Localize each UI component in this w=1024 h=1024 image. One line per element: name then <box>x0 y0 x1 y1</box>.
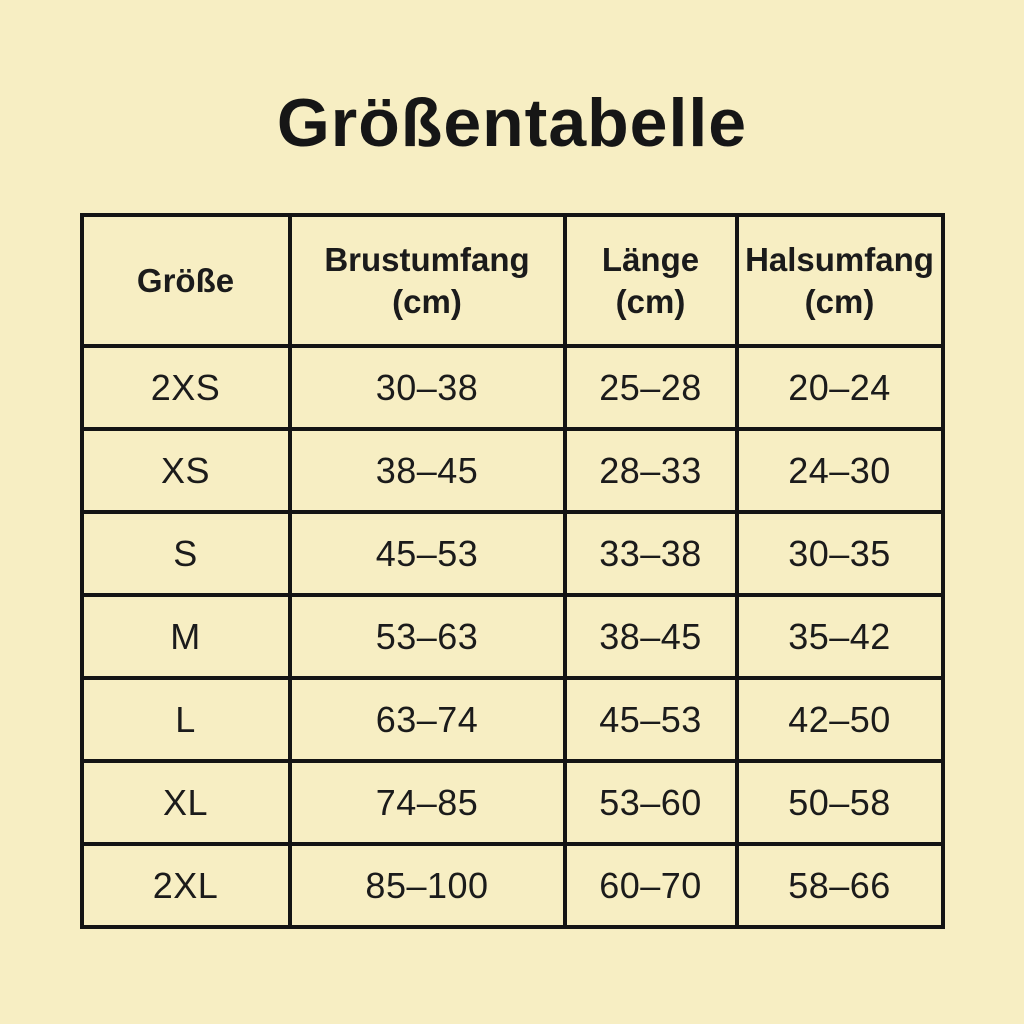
header-length-unit: (cm) <box>615 282 686 320</box>
cell-length: 28–33 <box>565 429 737 512</box>
header-length-label: Länge <box>601 240 700 278</box>
cell-length: 45–53 <box>565 678 737 761</box>
cell-neck: 24–30 <box>737 429 943 512</box>
cell-length: 38–45 <box>565 595 737 678</box>
cell-chest: 85–100 <box>290 844 565 927</box>
cell-length: 25–28 <box>565 346 737 429</box>
cell-neck: 58–66 <box>737 844 943 927</box>
cell-length: 33–38 <box>565 512 737 595</box>
header-neck-unit: (cm) <box>804 282 875 320</box>
header-neck <box>737 215 943 346</box>
header-chest-label: Brustumfang <box>324 240 530 278</box>
cell-size: M <box>82 595 290 678</box>
cell-size: S <box>82 512 290 595</box>
cell-chest: 38–45 <box>290 429 565 512</box>
table-row <box>82 595 943 678</box>
cell-chest: 63–74 <box>290 678 565 761</box>
cell-size: 2XS <box>82 346 290 429</box>
cell-length: 53–60 <box>565 761 737 844</box>
header-size <box>82 215 290 346</box>
header-size-label: Größe <box>136 261 235 299</box>
cell-neck: 20–24 <box>737 346 943 429</box>
cell-chest: 30–38 <box>290 346 565 429</box>
cell-size: XL <box>82 761 290 844</box>
cell-size: 2XL <box>82 844 290 927</box>
header-length <box>565 215 737 346</box>
table-row <box>82 429 943 512</box>
table-row <box>82 346 943 429</box>
cell-size: XS <box>82 429 290 512</box>
cell-neck: 42–50 <box>737 678 943 761</box>
cell-chest: 45–53 <box>290 512 565 595</box>
page-title: Größentabelle <box>276 85 748 161</box>
table-header-row <box>82 215 943 346</box>
header-chest-unit: (cm) <box>392 282 462 320</box>
table-row <box>82 512 943 595</box>
header-neck-label: Halsumfang <box>745 240 934 278</box>
cell-chest: 74–85 <box>290 761 565 844</box>
cell-chest: 53–63 <box>290 595 565 678</box>
cell-neck: 35–42 <box>737 595 943 678</box>
cell-neck: 30–35 <box>737 512 943 595</box>
table-row <box>82 761 943 844</box>
cell-length: 60–70 <box>565 844 737 927</box>
header-chest <box>290 215 565 346</box>
cell-size: L <box>82 678 290 761</box>
table-row <box>82 844 943 927</box>
size-chart-table <box>80 213 945 929</box>
cell-neck: 50–58 <box>737 761 943 844</box>
table-row <box>82 678 943 761</box>
